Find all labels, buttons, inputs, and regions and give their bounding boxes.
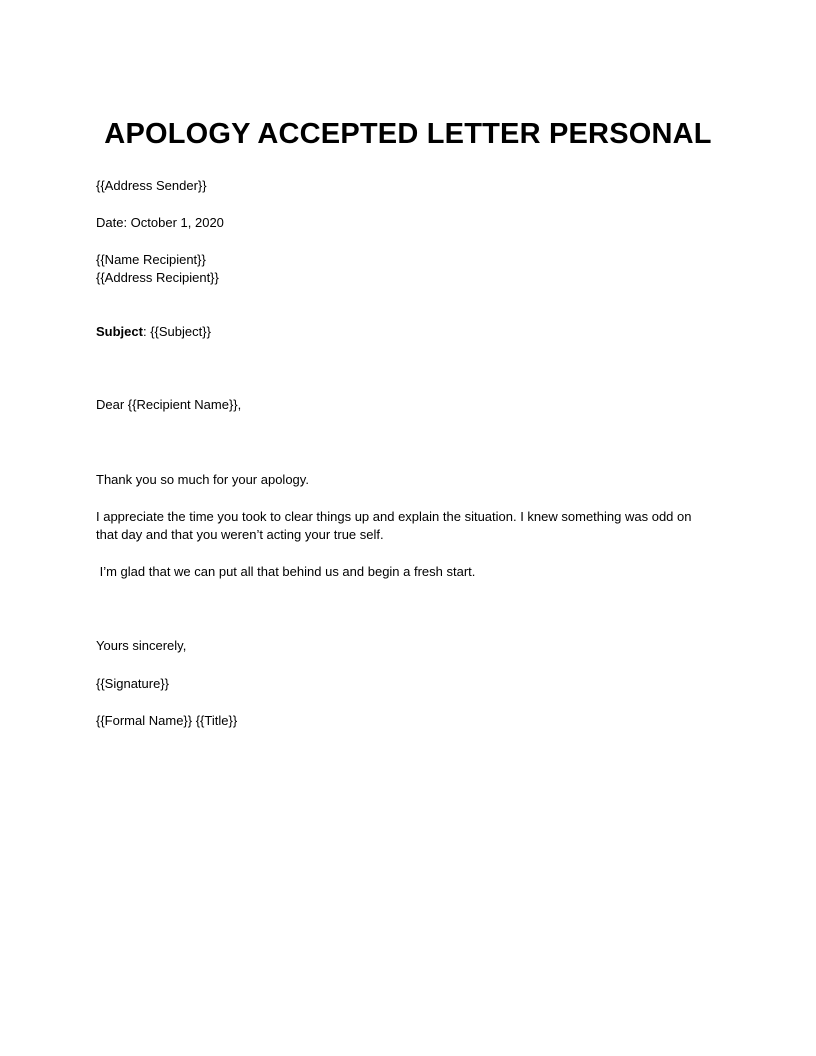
- closing: Yours sincerely,: [96, 638, 187, 653]
- body-paragraph-3: I’m glad that we can put all that behind us and begin a fresh start.: [96, 564, 476, 579]
- signature: {{Signature}}: [96, 676, 170, 691]
- body-paragraph-1: Thank you so much for your apology.: [96, 472, 309, 487]
- name-recipient: {{Name Recipient}}: [96, 252, 206, 267]
- subject-line: [96, 323, 211, 341]
- body-paragraph-2-line-1: I appreciate the time you took to clear things up and explain the situation. I knew something was odd on: [96, 509, 692, 524]
- formal-name-title: {{Formal Name}} {{Title}}: [96, 713, 238, 728]
- date-line: Date: October 1, 2020: [96, 215, 224, 230]
- letter-title: APOLOGY ACCEPTED LETTER PERSONAL: [104, 118, 712, 150]
- address-sender: {{Address Sender}}: [96, 178, 207, 193]
- subject-label: Subject: [96, 324, 143, 339]
- salutation: Dear {{Recipient Name}},: [96, 397, 242, 412]
- body-paragraph-2-line-2: that day and that you weren’t acting your true self.: [96, 527, 384, 542]
- subject-value: : {{Subject}}: [142, 324, 211, 339]
- address-recipient: {{Address Recipient}}: [96, 270, 219, 285]
